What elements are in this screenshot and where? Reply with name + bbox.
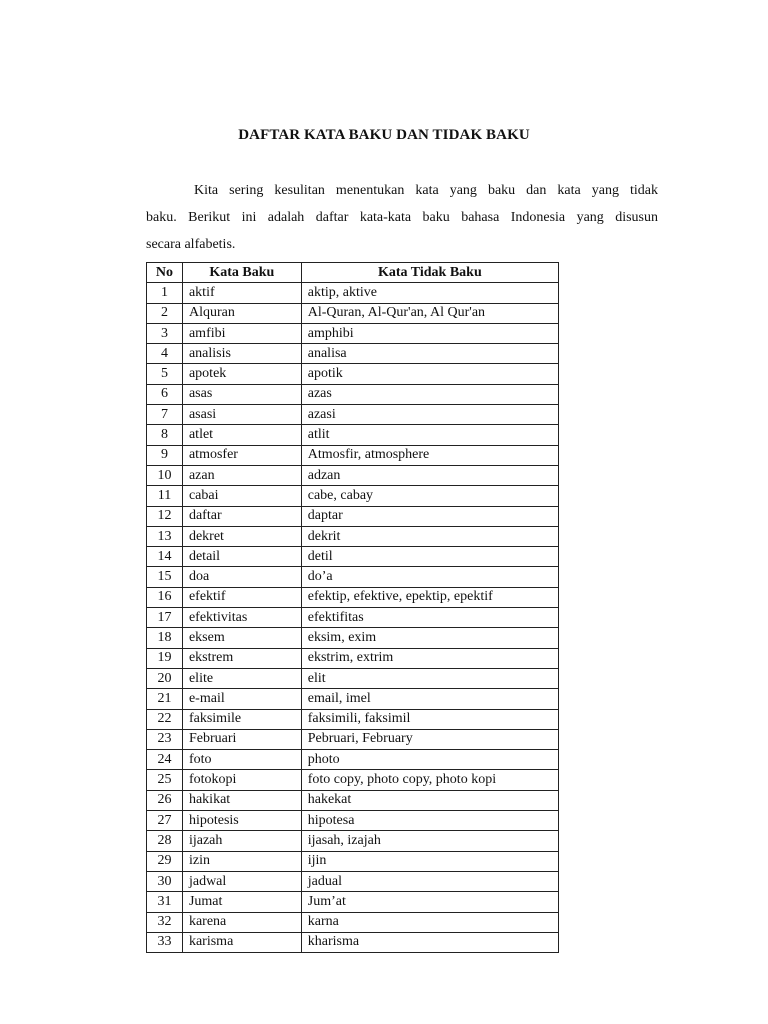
row-number: 1 bbox=[147, 283, 183, 303]
table-row bbox=[147, 425, 559, 445]
row-number: 24 bbox=[147, 750, 183, 770]
table-row bbox=[147, 750, 559, 770]
table-row bbox=[147, 587, 559, 607]
kata-baku-cell: Alquran bbox=[182, 303, 301, 323]
table-row bbox=[147, 547, 559, 567]
header-kata-tidak-baku: Kata Tidak Baku bbox=[301, 263, 558, 283]
row-number: 20 bbox=[147, 668, 183, 688]
row-number: 21 bbox=[147, 689, 183, 709]
row-number: 10 bbox=[147, 465, 183, 485]
header-kata-baku: Kata Baku bbox=[182, 263, 301, 283]
table-row bbox=[147, 811, 559, 831]
kata-tidak-baku-cell: cabe, cabay bbox=[301, 486, 558, 506]
kata-tidak-baku-cell: adzan bbox=[301, 465, 558, 485]
kata-baku-cell: karena bbox=[182, 912, 301, 932]
row-number: 29 bbox=[147, 851, 183, 871]
kata-baku-cell: Februari bbox=[182, 729, 301, 749]
row-number: 11 bbox=[147, 486, 183, 506]
kata-baku-cell: Jumat bbox=[182, 892, 301, 912]
header-no: No bbox=[147, 263, 183, 283]
kata-tidak-baku-cell: karna bbox=[301, 912, 558, 932]
row-number: 22 bbox=[147, 709, 183, 729]
table-row bbox=[147, 323, 559, 343]
table-row bbox=[147, 486, 559, 506]
row-number: 23 bbox=[147, 729, 183, 749]
row-number: 14 bbox=[147, 547, 183, 567]
table-row bbox=[147, 283, 559, 303]
table-row bbox=[147, 526, 559, 546]
row-number: 6 bbox=[147, 384, 183, 404]
kata-tidak-baku-cell: Pebruari, February bbox=[301, 729, 558, 749]
kata-tidak-baku-cell: ijin bbox=[301, 851, 558, 871]
row-number: 13 bbox=[147, 526, 183, 546]
table-row bbox=[147, 932, 559, 952]
table-row bbox=[147, 405, 559, 425]
row-number: 25 bbox=[147, 770, 183, 790]
kata-tidak-baku-cell: azasi bbox=[301, 405, 558, 425]
kata-tidak-baku-cell: elit bbox=[301, 668, 558, 688]
kata-baku-cell: doa bbox=[182, 567, 301, 587]
row-number: 27 bbox=[147, 811, 183, 831]
kata-tidak-baku-cell: daptar bbox=[301, 506, 558, 526]
kata-baku-cell: dekret bbox=[182, 526, 301, 546]
kata-tidak-baku-cell: efektip, efektive, epektip, epektif bbox=[301, 587, 558, 607]
document-title: DAFTAR KATA BAKU DAN TIDAK BAKU bbox=[238, 127, 530, 143]
kata-baku-cell: ijazah bbox=[182, 831, 301, 851]
row-number: 16 bbox=[147, 587, 183, 607]
kata-tidak-baku-cell: photo bbox=[301, 750, 558, 770]
table-row bbox=[147, 608, 559, 628]
row-number: 8 bbox=[147, 425, 183, 445]
table-row bbox=[147, 770, 559, 790]
row-number: 26 bbox=[147, 790, 183, 810]
kata-tidak-baku-cell: faksimili, faksimil bbox=[301, 709, 558, 729]
kata-tidak-baku-cell: aktip, aktive bbox=[301, 283, 558, 303]
kata-baku-cell: fotokopi bbox=[182, 770, 301, 790]
table-header-row bbox=[147, 263, 559, 283]
table-row bbox=[147, 567, 559, 587]
kata-baku-cell: detail bbox=[182, 547, 301, 567]
kata-baku-cell: izin bbox=[182, 851, 301, 871]
row-number: 5 bbox=[147, 364, 183, 384]
table-row bbox=[147, 628, 559, 648]
table-row bbox=[147, 871, 559, 891]
table-row bbox=[147, 445, 559, 465]
row-number: 4 bbox=[147, 344, 183, 364]
kata-baku-cell: eksem bbox=[182, 628, 301, 648]
table-row bbox=[147, 506, 559, 526]
kata-baku-cell: efektivitas bbox=[182, 608, 301, 628]
row-number: 28 bbox=[147, 831, 183, 851]
table-row bbox=[147, 709, 559, 729]
row-number: 19 bbox=[147, 648, 183, 668]
kata-tidak-baku-cell: hakekat bbox=[301, 790, 558, 810]
kata-baku-cell: ekstrem bbox=[182, 648, 301, 668]
row-number: 15 bbox=[147, 567, 183, 587]
row-number: 2 bbox=[147, 303, 183, 323]
kata-tidak-baku-cell: jadual bbox=[301, 871, 558, 891]
row-number: 7 bbox=[147, 405, 183, 425]
table-row bbox=[147, 790, 559, 810]
word-table bbox=[146, 262, 559, 953]
table-row bbox=[147, 851, 559, 871]
kata-tidak-baku-cell: amphibi bbox=[301, 323, 558, 343]
row-number: 32 bbox=[147, 912, 183, 932]
table-row bbox=[147, 303, 559, 323]
row-number: 17 bbox=[147, 608, 183, 628]
kata-baku-cell: amfibi bbox=[182, 323, 301, 343]
kata-tidak-baku-cell: ijasah, izajah bbox=[301, 831, 558, 851]
intro-line: Kita sering kesulitan menentukan kata yang baku dan kata yang tidak bbox=[194, 183, 658, 198]
kata-tidak-baku-cell: ekstrim, extrim bbox=[301, 648, 558, 668]
kata-tidak-baku-cell: apotik bbox=[301, 364, 558, 384]
kata-baku-cell: aktif bbox=[182, 283, 301, 303]
kata-tidak-baku-cell: foto copy, photo copy, photo kopi bbox=[301, 770, 558, 790]
table-row bbox=[147, 364, 559, 384]
table-row bbox=[147, 689, 559, 709]
kata-baku-cell: asasi bbox=[182, 405, 301, 425]
kata-baku-cell: cabai bbox=[182, 486, 301, 506]
row-number: 30 bbox=[147, 871, 183, 891]
kata-tidak-baku-cell: Al-Quran, Al-Qur'an, Al Qur'an bbox=[301, 303, 558, 323]
kata-baku-cell: hakikat bbox=[182, 790, 301, 810]
kata-tidak-baku-cell: dekrit bbox=[301, 526, 558, 546]
kata-tidak-baku-cell: eksim, exim bbox=[301, 628, 558, 648]
table-row bbox=[147, 648, 559, 668]
kata-baku-cell: apotek bbox=[182, 364, 301, 384]
kata-baku-cell: e-mail bbox=[182, 689, 301, 709]
intro-paragraph bbox=[146, 177, 658, 258]
table-row bbox=[147, 465, 559, 485]
kata-tidak-baku-cell: kharisma bbox=[301, 932, 558, 952]
kata-baku-cell: foto bbox=[182, 750, 301, 770]
kata-baku-cell: atlet bbox=[182, 425, 301, 445]
intro-line: baku. Berikut ini adalah daftar kata-kata baku bahasa Indonesia yang disusun bbox=[146, 210, 658, 225]
table-row bbox=[147, 831, 559, 851]
kata-baku-cell: karisma bbox=[182, 932, 301, 952]
row-number: 31 bbox=[147, 892, 183, 912]
kata-baku-cell: hipotesis bbox=[182, 811, 301, 831]
kata-tidak-baku-cell: analisa bbox=[301, 344, 558, 364]
kata-tidak-baku-cell: hipotesa bbox=[301, 811, 558, 831]
table-row bbox=[147, 912, 559, 932]
kata-tidak-baku-cell: atlit bbox=[301, 425, 558, 445]
table-row bbox=[147, 892, 559, 912]
kata-baku-cell: faksimile bbox=[182, 709, 301, 729]
table-row bbox=[147, 384, 559, 404]
kata-tidak-baku-cell: detil bbox=[301, 547, 558, 567]
kata-tidak-baku-cell: Atmosfir, atmosphere bbox=[301, 445, 558, 465]
row-number: 12 bbox=[147, 506, 183, 526]
table-row bbox=[147, 344, 559, 364]
table-row bbox=[147, 668, 559, 688]
kata-baku-cell: azan bbox=[182, 465, 301, 485]
kata-baku-cell: atmosfer bbox=[182, 445, 301, 465]
kata-baku-cell: analisis bbox=[182, 344, 301, 364]
row-number: 3 bbox=[147, 323, 183, 343]
kata-baku-cell: efektif bbox=[182, 587, 301, 607]
table-body bbox=[147, 283, 559, 953]
kata-tidak-baku-cell: efektifitas bbox=[301, 608, 558, 628]
row-number: 33 bbox=[147, 932, 183, 952]
kata-tidak-baku-cell: do’a bbox=[301, 567, 558, 587]
kata-baku-cell: elite bbox=[182, 668, 301, 688]
row-number: 18 bbox=[147, 628, 183, 648]
table-row bbox=[147, 729, 559, 749]
kata-baku-cell: asas bbox=[182, 384, 301, 404]
kata-tidak-baku-cell: email, imel bbox=[301, 689, 558, 709]
kata-baku-cell: daftar bbox=[182, 506, 301, 526]
kata-tidak-baku-cell: azas bbox=[301, 384, 558, 404]
row-number: 9 bbox=[147, 445, 183, 465]
kata-baku-cell: jadwal bbox=[182, 871, 301, 891]
kata-tidak-baku-cell: Jum’at bbox=[301, 892, 558, 912]
intro-line: secara alfabetis. bbox=[146, 237, 236, 252]
